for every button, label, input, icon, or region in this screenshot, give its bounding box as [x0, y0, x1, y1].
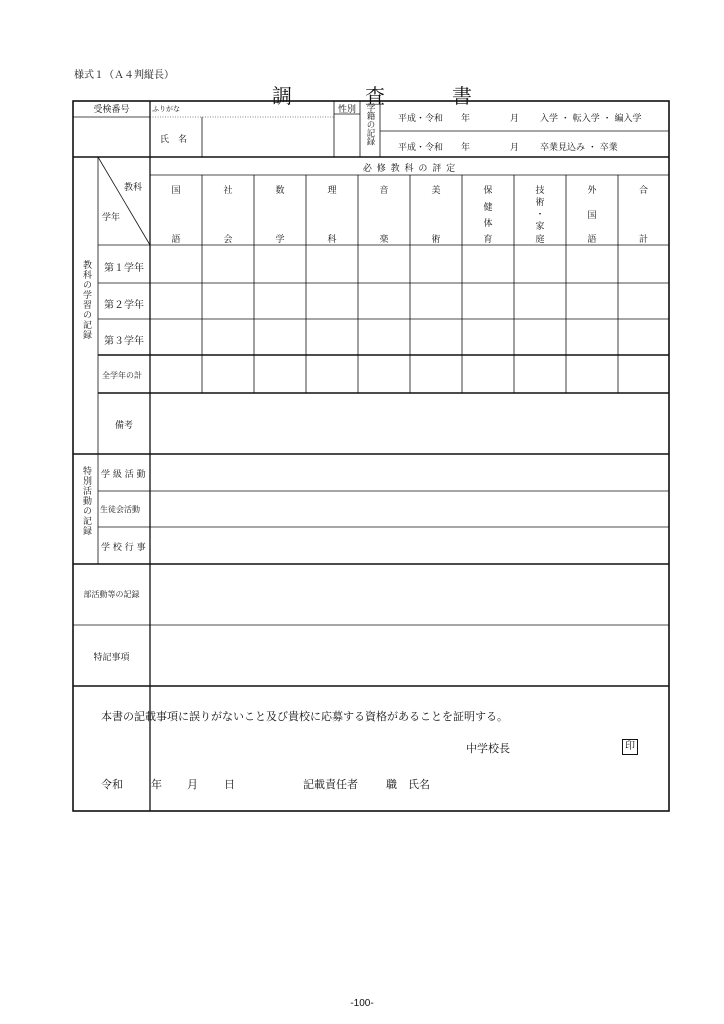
graduation-options[interactable]: 卒業見込み ・ 卒業	[540, 143, 618, 153]
student-council-field[interactable]	[150, 491, 669, 527]
subject-foreign-lang-top: 外	[587, 186, 597, 196]
subject-science-top: 理	[327, 186, 337, 196]
furigana-label: ふりがな	[152, 105, 180, 113]
enroll-type-options[interactable]: 入学 ・ 転入学 ・ 編入学	[540, 114, 642, 124]
enroll-month-2: 月	[510, 143, 520, 153]
year-corner-label: 学年	[102, 213, 121, 223]
subject-tech-home-mid-1: 術	[535, 198, 545, 208]
subject-math-bottom: 学	[275, 235, 285, 245]
subject-japanese-bottom: 語	[171, 235, 181, 245]
enroll-month-1: 月	[510, 114, 520, 124]
subject-tech-home-mid-3: 家	[535, 222, 545, 232]
school-events-field[interactable]	[150, 527, 669, 564]
subject-foreign-lang-bottom: 語	[587, 235, 597, 245]
name-field[interactable]	[202, 118, 334, 157]
remarks-field[interactable]	[150, 393, 669, 454]
learning-record-label: 教科の学習の記録	[81, 260, 91, 340]
enroll-era-1: 平成・令和	[398, 114, 444, 124]
position-name-label: 職 氏名	[386, 778, 430, 791]
furigana-field[interactable]	[202, 101, 334, 117]
subject-total-bottom: 計	[638, 235, 648, 245]
special-notes-label: 特記事項	[93, 653, 130, 663]
subject-foreign-lang-mid: 国	[587, 211, 597, 221]
row-year-1: 第１学年	[104, 263, 144, 274]
student-council-label: 生徒会活動	[100, 505, 140, 514]
subject-tech-home-mid-2: ・	[535, 210, 545, 220]
exam-number-field[interactable]	[73, 117, 150, 157]
required-subjects-title: 必 修 教 科 の 評 定	[362, 164, 457, 174]
special-notes-field[interactable]	[150, 625, 669, 686]
class-activities-field[interactable]	[150, 454, 669, 491]
subject-social-bottom: 会	[223, 235, 233, 245]
subject-math-top: 数	[275, 186, 285, 196]
club-activities-field[interactable]	[150, 564, 669, 625]
exam-number-label: 受検番号	[93, 105, 130, 115]
gender-field[interactable]	[334, 114, 360, 157]
name-label: 氏 名	[160, 135, 188, 145]
subject-health-pe-top: 保	[483, 186, 493, 196]
subject-music-bottom: 楽	[379, 235, 389, 245]
class-activities-label: 学 級 活 動	[101, 470, 146, 480]
principal-label: 中学校長	[466, 742, 510, 755]
date-era-label: 令和	[101, 778, 123, 791]
row-year-2: 第２学年	[104, 300, 144, 311]
enrollment-record-label: 学籍の記録	[365, 103, 375, 146]
certification-statement: 本書の記載事項に誤りがないこと及び貴校に応募する資格があることを証明する。	[101, 710, 508, 723]
form-label: 様式１（Ａ４判縦長）	[74, 70, 174, 81]
row-year-3: 第３学年	[104, 336, 144, 347]
date-day-label: 日	[224, 778, 235, 791]
enroll-year-2: 年	[461, 143, 471, 153]
subject-health-pe-bottom: 育	[483, 235, 493, 245]
subject-total-top: 合	[638, 186, 648, 196]
date-year-label: 年	[151, 778, 162, 791]
remarks-label: 備考	[115, 421, 134, 431]
subject-health-pe-mid-2: 体	[483, 219, 493, 229]
subject-social-top: 社	[223, 186, 233, 196]
seal-box: 印	[622, 739, 638, 755]
special-activities-label: 特別活動の記録	[81, 466, 91, 536]
subject-tech-home-top: 技	[535, 186, 545, 196]
row-all-years-total: 全学年の計	[102, 371, 142, 380]
title-char-2: 査	[365, 84, 385, 108]
responsible-person-label: 記載責任者	[303, 778, 358, 791]
subject-music-top: 音	[379, 186, 389, 196]
subject-science-bottom: 科	[327, 235, 337, 245]
subject-art-bottom: 術	[431, 235, 441, 245]
club-activities-label: 部活動等の記録	[83, 590, 140, 599]
subject-corner-label: 教科	[124, 183, 143, 193]
subject-art-top: 美	[431, 186, 441, 196]
enroll-era-2: 平成・令和	[398, 143, 444, 153]
subject-japanese-top: 国	[171, 186, 181, 196]
gender-label: 性別	[337, 105, 356, 115]
date-month-label: 月	[187, 778, 198, 791]
subject-tech-home-bottom: 庭	[535, 235, 545, 245]
title-char-1: 調	[272, 84, 292, 108]
page-number: -100-	[350, 998, 374, 1009]
title-char-3: 書	[452, 84, 472, 108]
grades-entry-area[interactable]	[150, 245, 669, 393]
school-events-label: 学 校 行 事	[101, 543, 146, 553]
subject-health-pe-mid-1: 健	[483, 203, 493, 213]
enroll-year-1: 年	[461, 114, 471, 124]
